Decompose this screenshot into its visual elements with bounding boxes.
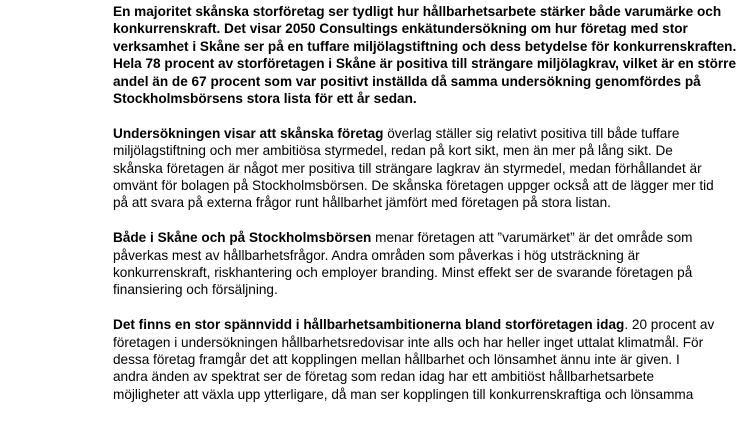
paragraph-line: omvänt för bolagen på Stockholmsbörsen. De skånska företagen uppger också att de lägger mer tid xyxy=(113,178,714,194)
intro-line: verksamhet i Skåne ser på en tuffare miljölagstiftning och dess betydelse för konkurrenskraften. xyxy=(113,38,737,54)
paragraph-line: skånska företagen är något mer positiva till strängare lagkrav än styrmedel, medan förhållandet är xyxy=(113,160,702,176)
paragraph-line: finansiering och försäljning. xyxy=(113,282,278,298)
paragraph-line: påverkas mest av hållbarhetsfrågor. Andra områden som påverkas i hög utsträckning är xyxy=(113,247,640,263)
paragraph-first-line xyxy=(113,229,713,246)
paragraph-lead: Undersökningen visar att skånska företag xyxy=(113,125,384,141)
survey-paragraph xyxy=(113,125,713,212)
paragraph-line: företagen i undersökningen hållbarhetsredovisar inte alls och har heller inget uttalat klimatmål. För xyxy=(113,334,704,350)
intro-paragraph xyxy=(113,3,737,107)
brand-paragraph xyxy=(113,229,713,299)
paragraph-line: på att svara på externa frågor runt hållbarhet jämfört med företagen på stora listan. xyxy=(113,195,611,211)
ambition-paragraph xyxy=(113,316,713,403)
intro-line: konkurrenskraft. Det visar 2050 Consultings enkätundersökning om hur företag med stor xyxy=(113,21,688,37)
intro-line: andel än de 67 procent som var positivt inställda då samma undersökning genomfördes på xyxy=(113,73,701,89)
paragraph-line: miljölagstiftning och mer ambitiösa styrmedel, redan på kort sikt, men än mer på lång sikt. De xyxy=(113,143,673,159)
intro-line: En majoritet skånska storföretag ser tydligt hur hållbarhetsarbete stärker både varumärke och xyxy=(113,4,722,19)
document-page xyxy=(113,3,737,421)
paragraph-lead: Både i Skåne och på Stockholmsbörsen xyxy=(113,230,372,246)
paragraph-line: andra änden av spektrat ser de företag som redan idag har ett ambitiöst hållbarhetsarbete xyxy=(113,369,655,385)
paragraph-first-line xyxy=(113,316,713,333)
intro-line: Hela 78 procent av storföretagen i Skåne är positiva till strängare miljölagkrav, vilket är en större xyxy=(113,56,737,72)
paragraph-lead: Det finns en stor spännvidd i hållbarhetsambitionerna bland storföretagen idag xyxy=(113,317,625,333)
paragraph-text: . 20 procent av xyxy=(624,317,715,333)
intro-line: Stockholmsbörsens stora lista för ett år sedan. xyxy=(113,91,417,107)
paragraph-first-line xyxy=(113,125,713,142)
paragraph-text: överlag ställer sig relativt positiva till både tuffare xyxy=(383,125,680,141)
paragraph-line: dessa företag framgår det att kopplingen mellan hållbarhet och lönsamhet ännu inte är given. I xyxy=(113,352,680,368)
paragraph-line: möjligheter att växla upp ytterligare, då man ser kopplingen till konkurrenskraftiga och lönsamma xyxy=(113,386,694,402)
paragraph-line: konkurrenskraft, riskhantering och employer branding. Minst effekt ser de svarande företagen på xyxy=(113,265,693,281)
paragraph-text: menar företagen att ”varumärket” är det område som xyxy=(371,230,693,246)
